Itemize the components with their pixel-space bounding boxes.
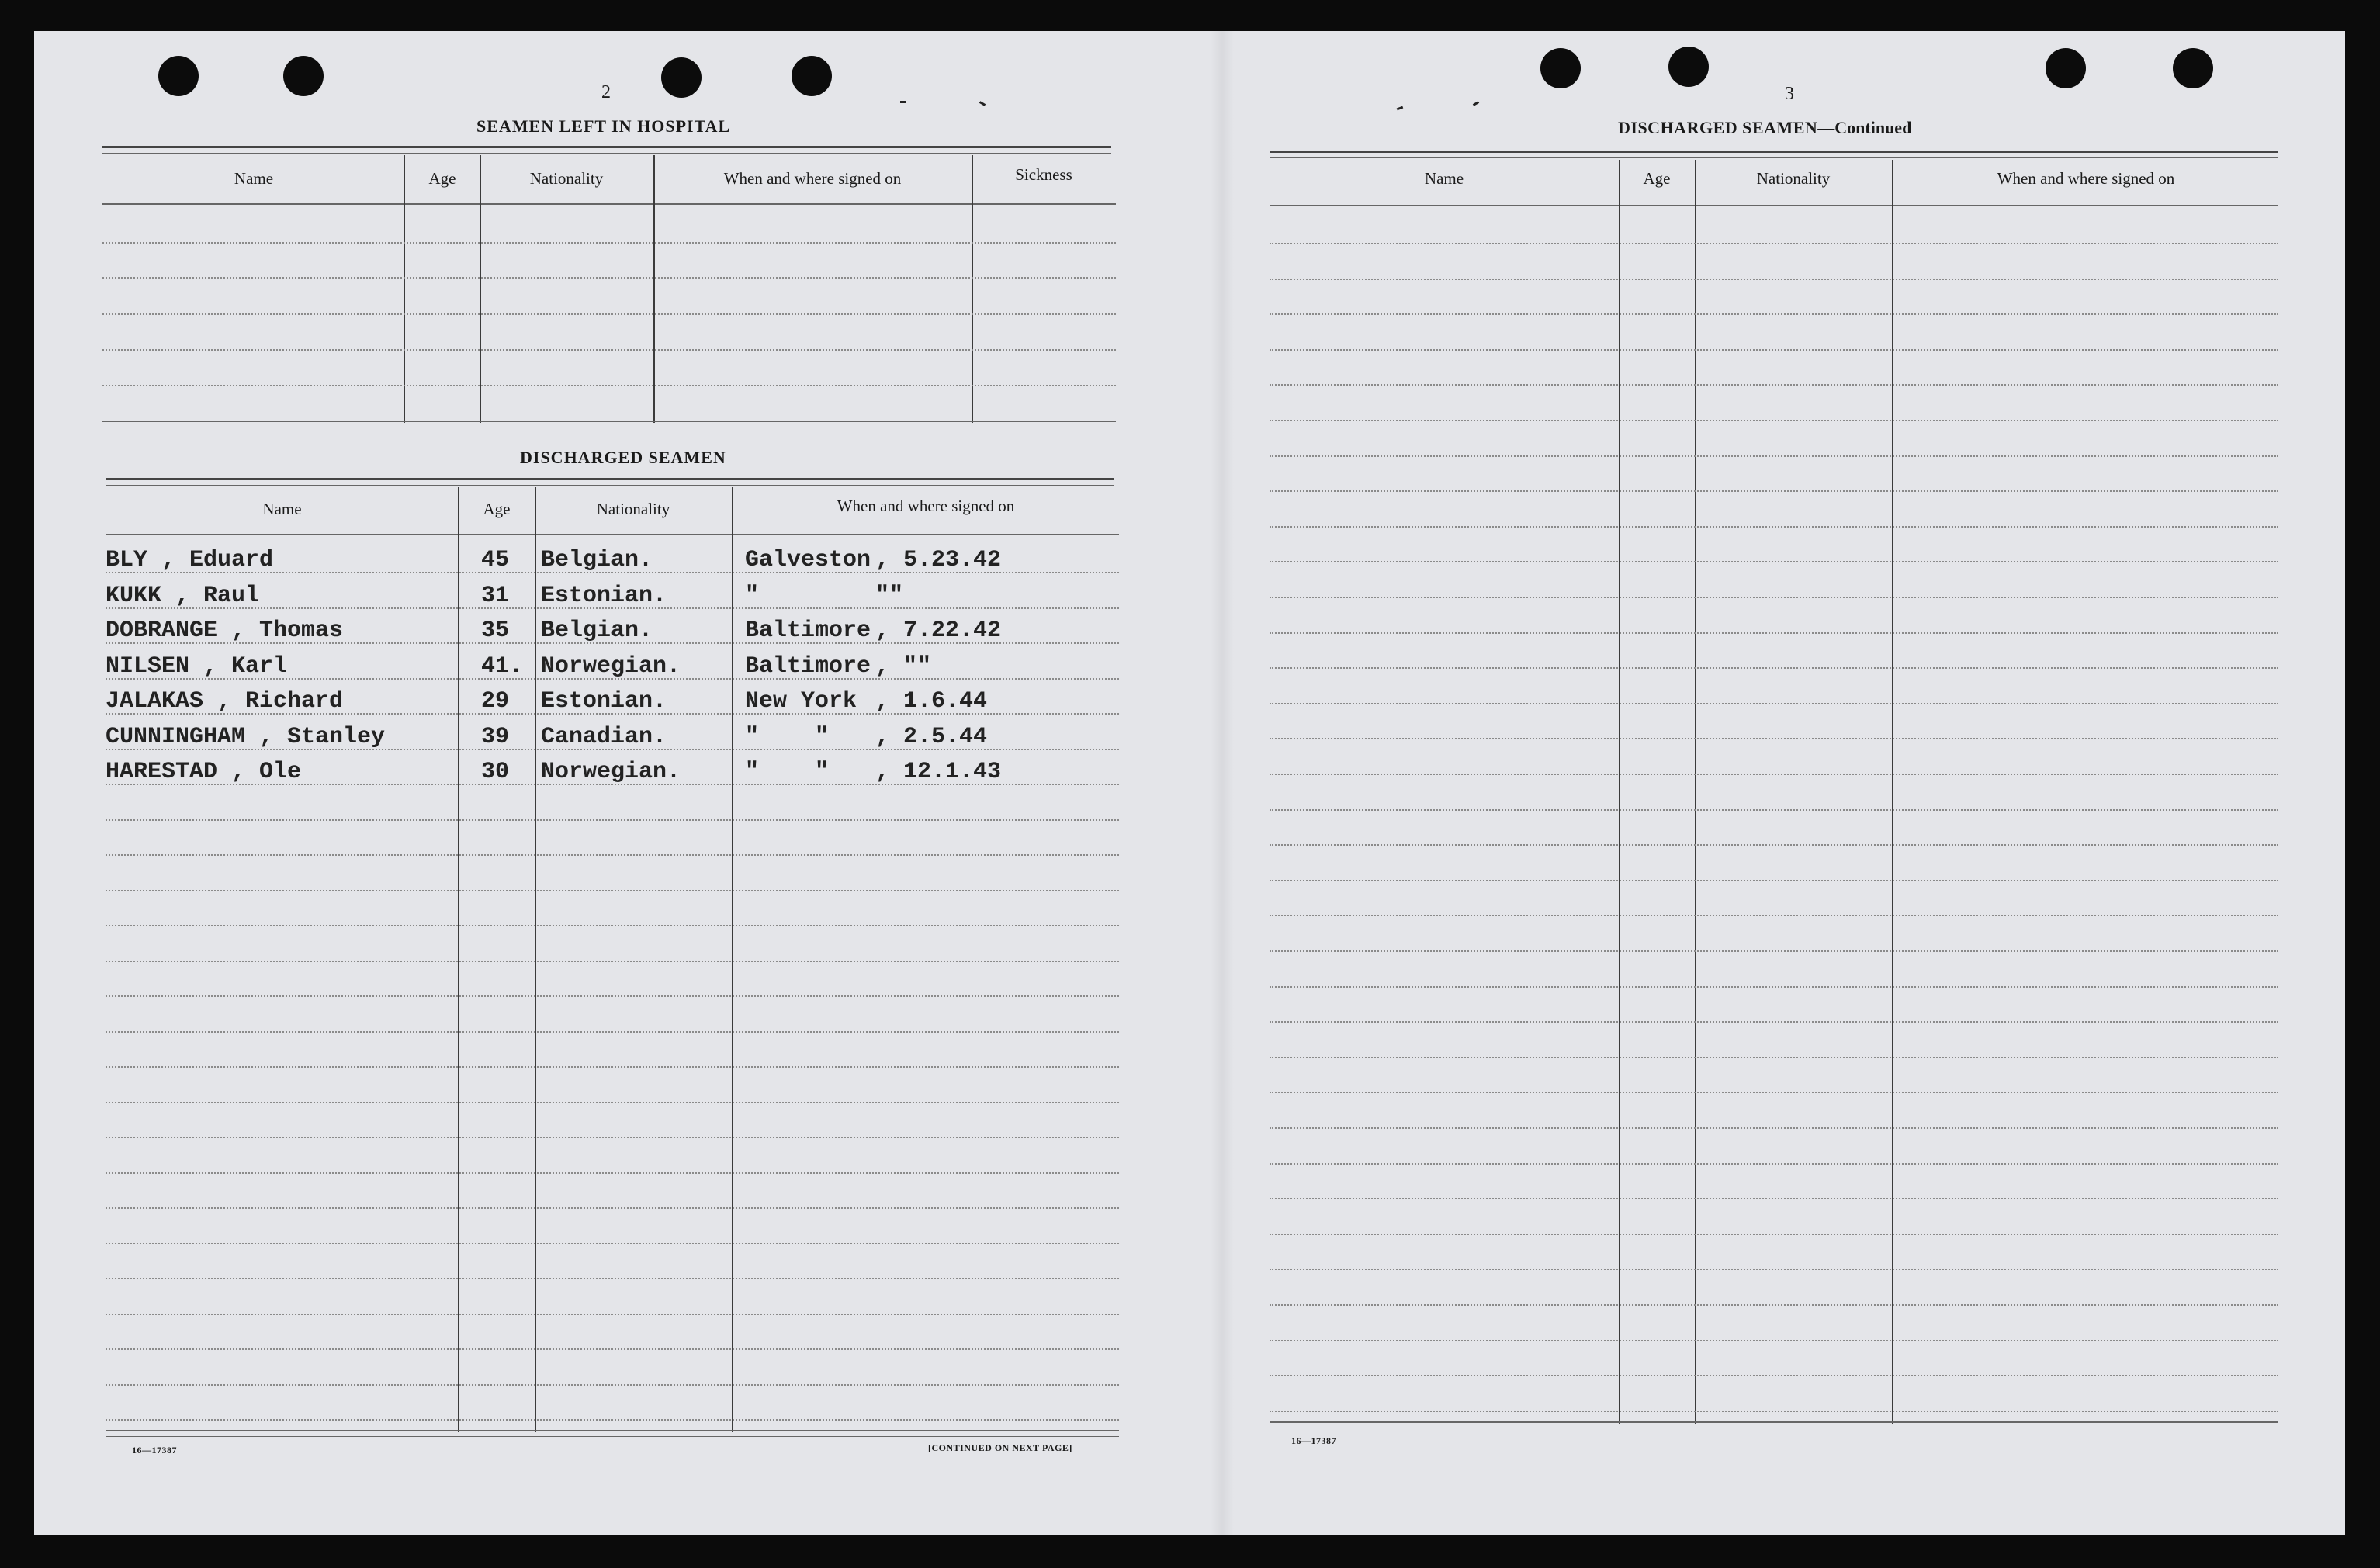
row-line xyxy=(106,1243,1119,1244)
seaman-age: 35 xyxy=(481,618,510,644)
seaman-signed-on-date: , "" xyxy=(875,653,932,680)
hospital-header-rule xyxy=(102,203,1116,205)
row-line xyxy=(106,995,1119,997)
row-line xyxy=(1270,1304,2278,1306)
row-line xyxy=(1270,526,2278,528)
punch-hole xyxy=(661,57,702,98)
seaman-age: 45 xyxy=(481,547,510,573)
hospital-divider xyxy=(404,155,405,423)
continued-section-title xyxy=(1618,118,1911,138)
continued-col-when-where: When and where signed on xyxy=(1997,169,2175,188)
row-line xyxy=(1270,349,2278,351)
hospital-col-nationality: Nationality xyxy=(529,169,604,188)
seaman-name: NILSEN , Karl xyxy=(106,653,288,680)
punch-hole xyxy=(1540,48,1581,88)
row-line xyxy=(106,1102,1119,1103)
seaman-age: 41. xyxy=(481,653,524,680)
seaman-name: JALAKAS , Richard xyxy=(106,688,344,715)
row-line xyxy=(1270,809,2278,811)
row-line xyxy=(106,925,1119,926)
row-line xyxy=(1270,384,2278,386)
hospital-divider xyxy=(653,155,655,423)
row-line xyxy=(1270,597,2278,598)
punch-hole xyxy=(1668,47,1709,87)
seaman-signed-on-place: " xyxy=(745,583,760,609)
discharged-bottom-rule xyxy=(106,1430,1119,1431)
continued-col-age: Age xyxy=(1643,169,1671,188)
seaman-nationality: Canadian. xyxy=(541,724,667,750)
seaman-nationality: Norwegian. xyxy=(541,653,681,680)
seaman-name: HARESTAD , Ole xyxy=(106,759,302,785)
discharged-col-age: Age xyxy=(483,500,511,518)
row-line xyxy=(1270,632,2278,634)
hospital-row-line xyxy=(102,349,1116,351)
row-line xyxy=(1270,667,2278,669)
row-line xyxy=(1270,1375,2278,1376)
continued-top-rule-2 xyxy=(1270,157,2278,158)
row-line xyxy=(106,1348,1119,1350)
seaman-age: 30 xyxy=(481,759,510,785)
continued-note: [CONTINUED ON NEXT PAGE] xyxy=(928,1442,1072,1453)
seaman-name: BLY , Eduard xyxy=(106,547,274,573)
hospital-section-title: SEAMEN LEFT IN HOSPITAL xyxy=(476,116,731,136)
row-line xyxy=(1270,774,2278,775)
form-number: 16—17387 xyxy=(1291,1435,1336,1446)
seaman-age: 31 xyxy=(481,583,510,609)
form-number: 16—17387 xyxy=(132,1445,177,1456)
hospital-row-line xyxy=(102,313,1116,315)
continued-bottom-rule xyxy=(1270,1421,2278,1423)
discharged-divider xyxy=(458,487,459,1432)
hospital-top-rule-2 xyxy=(102,153,1111,154)
seaman-signed-on-date: , 2.5.44 xyxy=(875,724,988,750)
row-line xyxy=(1270,844,2278,846)
row-line xyxy=(106,854,1119,856)
row-line xyxy=(1270,1198,2278,1199)
row-line xyxy=(1270,1340,2278,1341)
page-number: 3 xyxy=(1785,84,1794,104)
row-line xyxy=(106,1314,1119,1315)
row-line xyxy=(106,1031,1119,1033)
row-line xyxy=(106,961,1119,962)
row-line xyxy=(1270,950,2278,952)
row-line xyxy=(1270,1163,2278,1165)
discharged-divider xyxy=(732,487,733,1432)
discharged-top-rule-2 xyxy=(106,485,1114,486)
row-line xyxy=(1270,490,2278,492)
hospital-col-when-where: When and where signed on xyxy=(723,169,902,188)
seaman-signed-on-place: " " xyxy=(745,759,830,785)
hospital-bottom-rule xyxy=(102,421,1116,422)
row-line xyxy=(1270,455,2278,457)
row-line xyxy=(1270,1411,2278,1412)
hospital-col-sickness: Sickness xyxy=(1015,165,1072,184)
row-line xyxy=(1270,1127,2278,1129)
punch-hole xyxy=(792,56,832,96)
seaman-age: 29 xyxy=(481,688,510,715)
seaman-signed-on-date: , 5.23.42 xyxy=(875,547,1002,573)
row-line xyxy=(106,1384,1119,1386)
seaman-signed-on-place: Baltimore xyxy=(745,618,871,644)
hospital-divider xyxy=(480,155,481,423)
row-line xyxy=(106,890,1119,891)
row-line xyxy=(1270,1057,2278,1058)
seaman-nationality: Belgian. xyxy=(541,547,653,573)
seaman-signed-on-place: Galveston xyxy=(745,547,871,573)
seaman-nationality: Estonian. xyxy=(541,583,667,609)
row-line xyxy=(106,1278,1119,1279)
discharged-col-nationality: Nationality xyxy=(596,500,670,518)
scan-mark xyxy=(900,101,906,103)
hospital-row-line xyxy=(102,385,1116,386)
hospital-col-name: Name xyxy=(234,169,274,188)
seaman-name: KUKK , Raul xyxy=(106,583,260,609)
hospital-top-rule xyxy=(102,146,1111,148)
page-number: 2 xyxy=(601,82,611,102)
row-line xyxy=(1270,243,2278,244)
hospital-divider xyxy=(972,155,973,423)
row-line xyxy=(106,1419,1119,1421)
row-line xyxy=(1270,880,2278,881)
seaman-signed-on-place: " " xyxy=(745,724,830,750)
row-line xyxy=(1270,915,2278,916)
row-line xyxy=(106,1137,1119,1138)
seaman-age: 39 xyxy=(481,724,510,750)
row-line xyxy=(1270,703,2278,704)
discharged-bottom-rule-2 xyxy=(106,1436,1119,1437)
row-line xyxy=(1270,1092,2278,1093)
continued-col-name: Name xyxy=(1424,169,1464,188)
continued-top-rule xyxy=(1270,151,2278,153)
seaman-nationality: Norwegian. xyxy=(541,759,681,785)
row-line xyxy=(1270,313,2278,315)
punch-hole xyxy=(2173,48,2213,88)
row-line xyxy=(106,1172,1119,1174)
hospital-row-line xyxy=(102,277,1116,279)
seaman-signed-on-date: , 7.22.42 xyxy=(875,618,1002,644)
row-line xyxy=(1270,738,2278,739)
row-line xyxy=(1270,1234,2278,1235)
hospital-col-age: Age xyxy=(428,169,456,188)
discharged-col-when-where: When and where signed on xyxy=(837,497,1015,515)
row-line xyxy=(1270,1269,2278,1270)
discharged-col-name: Name xyxy=(262,500,302,518)
seaman-signed-on-place: Baltimore xyxy=(745,653,871,680)
seaman-signed-on-date: "" xyxy=(875,583,904,609)
continued-col-nationality: Nationality xyxy=(1756,169,1831,188)
discharged-divider xyxy=(535,487,536,1432)
punch-hole xyxy=(2046,48,2086,88)
continued-title-suffix: —Continued xyxy=(1817,118,1912,137)
row-line xyxy=(1270,561,2278,562)
continued-header-rule xyxy=(1270,205,2278,206)
hospital-row-line xyxy=(102,242,1116,244)
row-line xyxy=(106,819,1119,821)
row-line xyxy=(1270,1021,2278,1023)
seaman-signed-on-date: , 12.1.43 xyxy=(875,759,1002,785)
row-line xyxy=(106,1207,1119,1209)
page-fold xyxy=(1211,31,1234,1535)
row-line xyxy=(1270,420,2278,421)
punch-hole xyxy=(283,56,324,96)
seaman-nationality: Belgian. xyxy=(541,618,653,644)
seaman-name: CUNNINGHAM , Stanley xyxy=(106,724,386,750)
manifest-sheet xyxy=(34,31,2345,1535)
discharged-top-rule xyxy=(106,478,1114,480)
seaman-nationality: Estonian. xyxy=(541,688,667,715)
row-line xyxy=(106,1066,1119,1068)
row-line xyxy=(1270,279,2278,280)
discharged-header-rule xyxy=(106,534,1119,535)
seaman-signed-on-date: , 1.6.44 xyxy=(875,688,988,715)
punch-hole xyxy=(158,56,199,96)
seaman-signed-on-place: New York xyxy=(745,688,857,715)
row-line xyxy=(1270,986,2278,988)
continued-title-main: DISCHARGED SEAMEN xyxy=(1618,118,1818,137)
discharged-section-title: DISCHARGED SEAMEN xyxy=(520,448,726,467)
seaman-name: DOBRANGE , Thomas xyxy=(106,618,344,644)
